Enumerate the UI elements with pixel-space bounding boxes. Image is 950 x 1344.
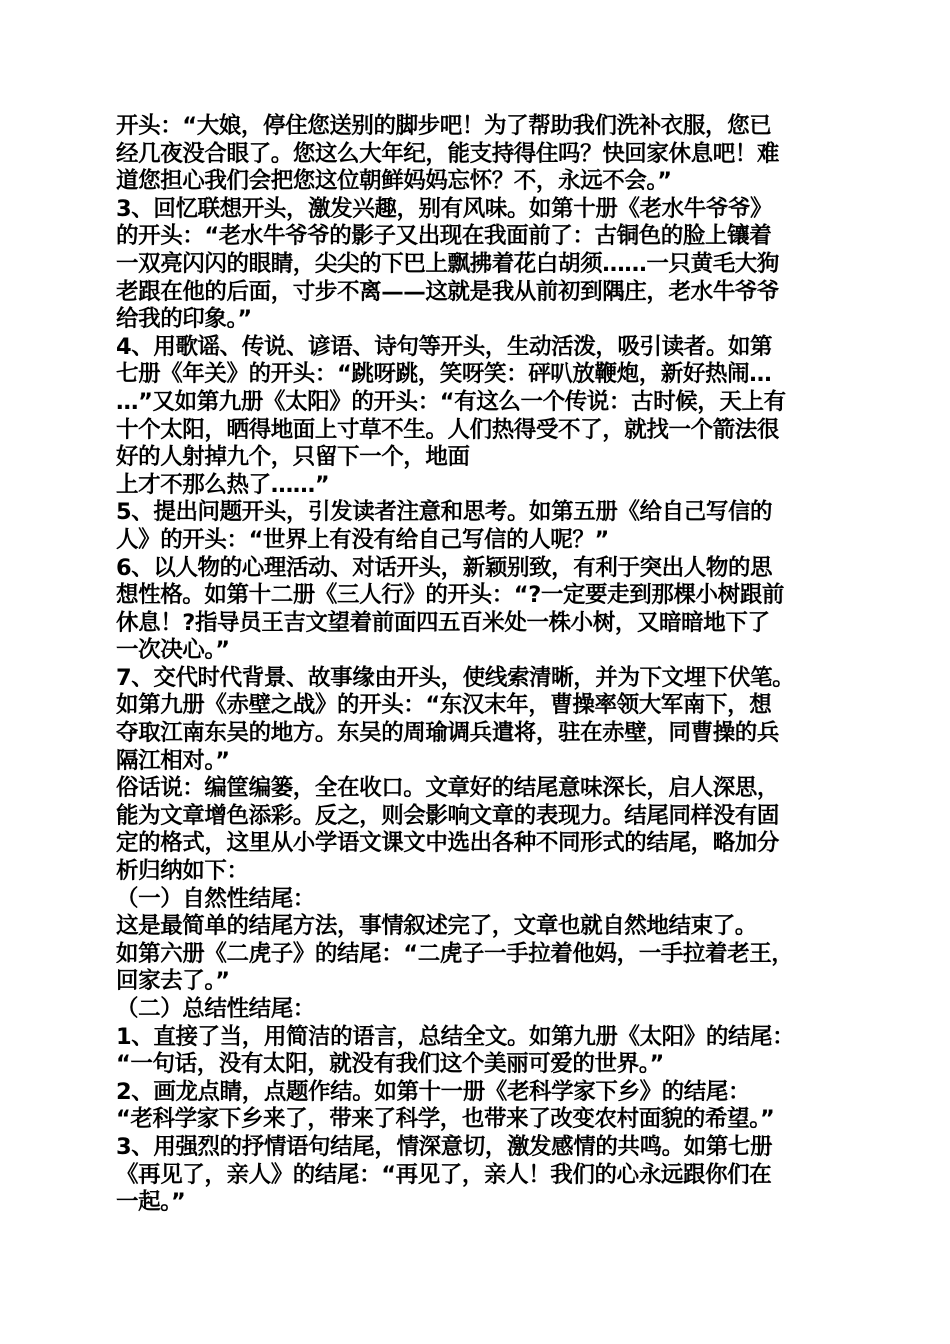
text-line: 的开头：“老水牛爷爷的影子又出现在我面前了：古铜色的脸上镶着	[116, 223, 772, 250]
text-line: 如第九册《赤壁之战》的开头：“东汉末年，曹操率领大军南下，想	[116, 692, 772, 719]
text-line: 老跟在他的后面，寸步不离——这就是我从前初到隅庄，老水牛爷爷	[116, 278, 780, 305]
text-line: 给我的印象。”	[116, 306, 252, 333]
text-line: 一次决心。”	[116, 637, 230, 664]
text-line: 析归纳如下：	[116, 858, 249, 885]
text-line: 七册《年关》的开头：“跳呀跳，笑呀笑：砰叭放鞭炮，新好热闹…	[116, 361, 772, 388]
text-line: 3、回忆联想开头，激发兴趣，别有风味。如第十册《老水牛爷爷》	[116, 195, 773, 222]
text-line: 6、以人物的心理活动、对话开头，新颖别致，有利于突出人物的思	[116, 554, 773, 581]
text-line: 想性格。如第十二册《三人行》的开头：“?一定要走到那棵小树跟前	[116, 582, 784, 609]
text-line: 经几夜没合眼了。您这么大年纪，能支持得住吗？快回家休息吧！难	[116, 140, 780, 167]
text-line: 夺取江南东吴的地方。东吴的周瑜调兵遣将，驻在赤壁，同曹操的兵	[116, 720, 780, 747]
text-line: 俗话说：编筐编篓，全在收口。文章好的结尾意味深长，启人深思，	[116, 775, 780, 802]
text-line: 如第六册《二虎子》的结尾：“二虎子一手拉着他妈，一手拉着老王，	[116, 940, 794, 967]
text-line: 2、画龙点睛，点题作结。如第十一册《老科学家下乡》的结尾：	[116, 1078, 751, 1105]
text-line: 十个太阳，晒得地面上寸草不生。人们热得受不了，就找一个箭法很	[116, 416, 780, 443]
text-line: 1、直接了当，用简洁的语言，总结全文。如第九册《太阳》的结尾：	[116, 1023, 795, 1050]
text-line: 回家去了。”	[116, 968, 230, 995]
text-line: 上才不那么热了……”	[116, 471, 330, 498]
text-line: 人》的开头：“世界上有没有给自己写信的人呢？”	[116, 526, 609, 553]
text-line: （一）自然性结尾：	[116, 885, 315, 912]
text-line: 4、用歌谣、传说、谚语、诗句等开头，生动活泼，吸引读者。如第	[116, 333, 773, 360]
text-line: …”又如第九册《太阳》的开头：“有这么一个传说：古时候，天上有	[116, 388, 786, 415]
text-line: 这是最简单的结尾方法，事情叙述完了，文章也就自然地结束了。	[116, 913, 757, 940]
text-line: 好的人射掉九个，只留下一个，地面	[116, 444, 470, 471]
text-line: 道您担心我们会把您这位朝鲜妈妈忘怀？不，永远不会。”	[116, 168, 672, 195]
text-line: 休息！?指导员王吉文望着前面四五百米处一株小树，又暗暗地下了	[116, 609, 770, 636]
text-line: 《再见了，亲人》的结尾：“再见了，亲人！我们的心永远跟你们在	[116, 1161, 772, 1188]
text-line: 一起。”	[116, 1189, 186, 1216]
text-line: （二）总结性结尾：	[116, 996, 315, 1022]
text-line: “老科学家下乡来了，带来了科学，也带来了改变农村面貌的希望。”	[116, 1106, 775, 1133]
text-line: 7、交代时代背景、故事缘由开头，使线索清晰，并为下文埋下伏笔。	[116, 664, 795, 691]
text-line: 3、用强烈的抒情语句结尾，情深意切，激发感情的共鸣。如第七册	[116, 1133, 773, 1160]
text-line: 能为文章增色添彩。反之，则会影响文章的表现力。结尾同样没有固	[116, 802, 780, 829]
body-text	[116, 113, 840, 1217]
text-line: 隔江相对。”	[116, 747, 230, 774]
text-line: 5、提出问题开头，引发读者注意和思考。如第五册《给自己写信的	[116, 499, 773, 526]
text-line: 定的格式，这里从小学语文课文中选出各种不同形式的结尾，略加分	[116, 830, 780, 857]
text-line: 开头：“大娘，停住您送别的脚步吧！为了帮助我们洗补衣服，您已	[116, 113, 772, 139]
text-line: “一句话，没有太阳，就没有我们这个美丽可爱的世界。”	[116, 1051, 664, 1078]
text-line: 一双亮闪闪的眼睛，尖尖的下巴上飘拂着花白胡须……一只黄毛大狗	[116, 250, 780, 277]
